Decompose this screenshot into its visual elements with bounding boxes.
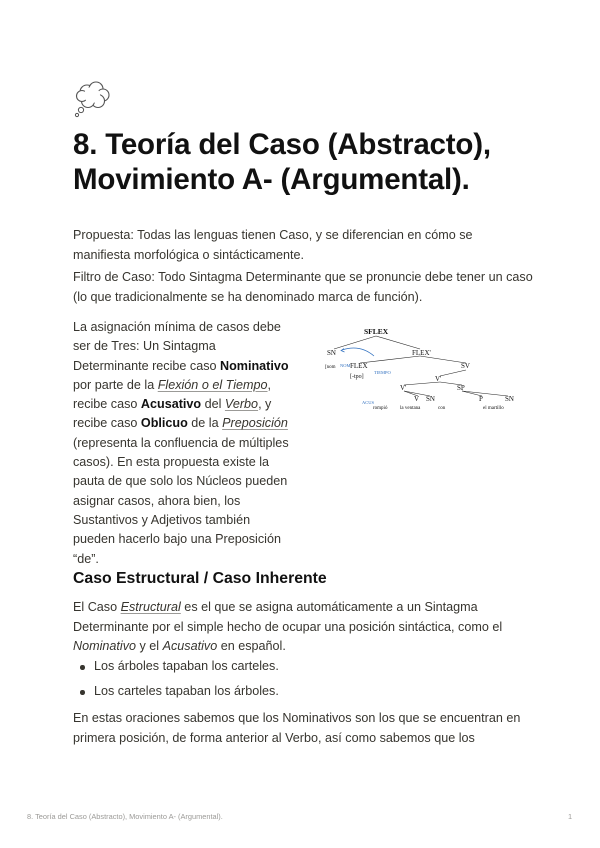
list-item: Los carteles tapaban los árboles. — [73, 682, 279, 707]
tree-node-v-bar: V' — [400, 384, 407, 392]
tree-label-tiempo: TIEMPO — [374, 370, 391, 375]
tree-node-sn-subject: SN — [327, 349, 336, 357]
tree-node-sn-pobject: SN — [505, 395, 514, 403]
tree-node-sp: SP — [457, 384, 465, 392]
tree-word-rompio: rompió — [373, 406, 388, 411]
list-item: Los árboles tapaban los carteles. — [73, 657, 279, 682]
nominative-paragraph: En estas oraciones sabemos que los Nominativos son los que se encuentran en primera posición, de forma anterior al Verbo, así como sabemos que los — [73, 711, 521, 745]
thought-balloon-icon — [73, 78, 113, 118]
verbo-link[interactable]: Verbo — [224, 397, 259, 412]
estructural-link[interactable]: Estructural — [120, 600, 181, 614]
proposal-paragraph: Propuesta: Todas las lenguas tienen Caso, y se diferencian en cómo se manifiesta morfológica o sintácticamente. — [73, 228, 473, 262]
tree-node-v: V — [414, 395, 420, 403]
tree-sn-content: [nom — [325, 365, 336, 370]
tree-word-con: con — [438, 406, 446, 411]
page-title: 8. Teoría del Caso (Abstracto), Movimiento A- (Argumental). — [73, 128, 491, 196]
tree-node-sflex: SFLEX — [364, 327, 389, 336]
tree-flex-feature: [-tpo] — [350, 374, 364, 380]
example-list — [73, 657, 279, 707]
tree-node-v-bar-top: V' — [435, 375, 442, 383]
case-assignment-paragraph: La asignación mínima de casos debe ser de Tres: Un Sintagma Determinante recibe caso Nominativo por parte de la Flexión o el Tiempo, recibe caso Acusativo del Verbo, y recibe caso Oblicuo de la Preposición (representa la confluencia de múltiples casos). En esta propuesta existe la pauta de que solo los Núcleos pueden asignar casos, ahora bien, los Sustantivos y Adjetivos también pueden hacerlo bajo una Preposición “de”. — [73, 320, 289, 566]
page-number: 1 — [568, 812, 573, 821]
tree-node-flex-bar: FLEX' — [412, 349, 431, 357]
footer-title: 8. Teoría del Caso (Abstracto), Movimiento A- (Argumental). — [27, 812, 223, 821]
tree-node-p: P — [479, 395, 483, 403]
syntax-tree-diagram — [320, 322, 525, 420]
tree-word-la-ventana: la ventana — [400, 406, 421, 411]
structural-case-paragraph: El Caso Estructural es el que se asigna automáticamente a un Sintagma Determinante por el simple hecho de ocupar una posición sintáctica, como el Nominativo y el Acusativo en español. — [73, 600, 503, 653]
tree-label-acus: ACUS — [362, 400, 375, 405]
tree-label-nom: NOM — [340, 363, 351, 368]
tree-node-sv: SV — [461, 362, 470, 370]
section-heading-estructural-inherente: Caso Estructural / Caso Inherente — [73, 570, 327, 587]
case-filter-paragraph: Filtro de Caso: Todo Sintagma Determinante que se pronuncie debe tener un caso (lo que tradicionalmente se ha denominado marca de función). — [73, 270, 533, 304]
tree-word-el-martillo: el martillo — [483, 406, 504, 411]
preposicion-link[interactable]: Preposición — [222, 416, 288, 431]
tree-node-sn-object: SN — [426, 395, 435, 403]
flexion-link[interactable]: Flexión o el Tiempo — [157, 377, 268, 392]
tree-node-flex: FLEX — [350, 362, 368, 370]
